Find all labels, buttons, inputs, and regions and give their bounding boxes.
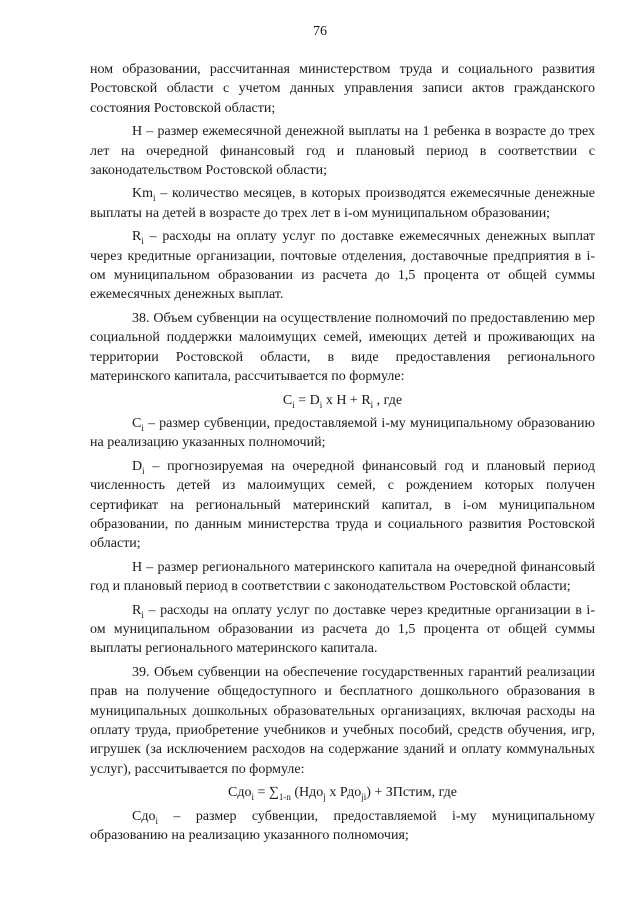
formula: $C_i = D_i$ х $Н + R_i$ , где xyxy=(282,392,403,410)
paragraph: $Km_i$ – количество месяцев, в которых производятся ежемесячные денежные выплаты на детей в возрасте до трех лет в i-ом муниципальном образовании; xyxy=(90,186,595,221)
paragraph: $C_i$ – размер субвенции, предоставляемой i-му муниципальному образованию на реализацию указанных полномочий; xyxy=(90,415,595,451)
paragraph: Н – размер регионального материнского капитала на очередной финансовый год и плановый период в соответствии с законодательством Ростовской области; xyxy=(90,559,595,595)
paragraph: $R_i$ – расходы на оплату услуг по доставке через кредитные организации в i-ом муниципальном образовании из расчета до 1,5 процента от общей суммы выплаты регионального материнского капитала. xyxy=(90,602,595,657)
paragraph: Н – размер ежемесячной денежной выплаты на 1 ребенка в возрасте до трех лет на очередной финансовый год и плановый период в соответствии с законодательством Ростовской области; xyxy=(90,124,595,179)
page-number: 76 xyxy=(313,24,327,39)
paragraph: 38. Объем субвенции на осуществление полномочий по предоставлению мер социальной поддержки малоимущих семей, имеющих детей и проживающих на территории Ростовской области, в виде предоставления регионального материнского капитала, рассчитывается по формуле: xyxy=(90,310,595,385)
paragraph: Сдо$_i$ – размер субвенции, предоставляемой i-му муниципальному образованию на реализацию указанного полномочия; xyxy=(90,808,595,844)
paragraph: 39. Объем субвенции на обеспечение государственных гарантий реализации прав на получение общедоступного и бесплатного дошкольного образования в муниципальных дошкольных образовательных организациях, включая расходы на оплату труда, приобретение учебников и учебных пособий, средств обучения, игр, игрушек (за исключением расходов на содержание зданий и оплату коммунальных услуг), рассчитывается по формуле: xyxy=(90,664,595,777)
paragraph: $D_i$ – прогнозируемая на очередной финансовый год и плановый период численность детей из малоимущих семей, с рождением которых получен сертификат на региональный материнский капитал, в i-ом муниципальном образовании, по данным министерства труда и социального развития Ростовской области; xyxy=(90,458,595,552)
document-body xyxy=(90,60,595,849)
paragraph: $R_i$ – расходы на оплату услуг по доставке ежемесячных денежных выплат через кредитные организации, почтовые отделения, доставочные предприятия в i-ом муниципальном образовании из расчета до 1,5 процента от общей суммы ежемесячных денежных выплат. xyxy=(90,229,595,303)
formula: $Сдо_i = \sum_{1-n}$ (Ндо$_j$ х Рдо$_{ji}$) + ЗПстим, где xyxy=(228,785,457,803)
paragraph: ном образовании, рассчитанная министерством труда и социального развития Ростовской области с учетом данных управления записи актов гражданского состояния Ростовской области; xyxy=(90,62,595,116)
